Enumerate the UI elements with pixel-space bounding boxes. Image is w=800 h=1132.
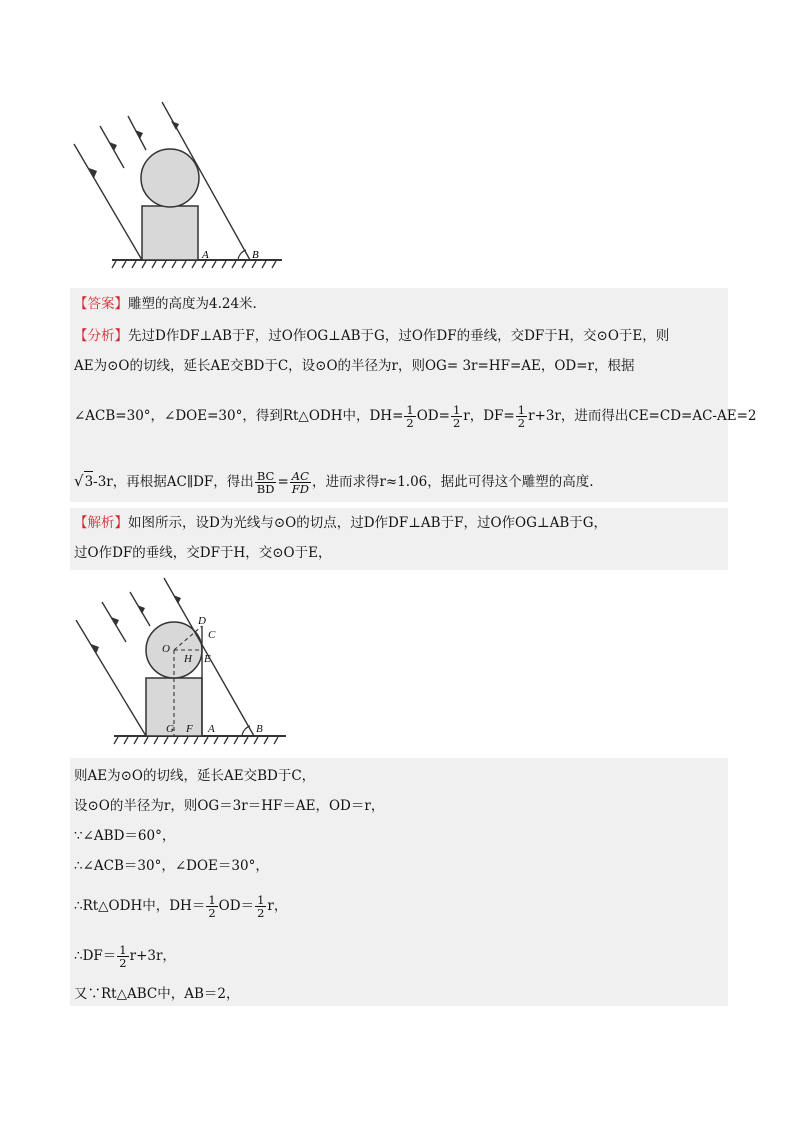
fig1-label-b: B	[252, 249, 259, 261]
sqrt-radicand: 3	[84, 471, 94, 492]
solution-text-9: 又∵Rt△ABC中，AB＝2，	[74, 986, 240, 1002]
figure-1	[70, 96, 284, 272]
fraction-half: $\frac{1}{2}$	[517, 403, 526, 430]
equals-sign: =	[277, 474, 289, 490]
analysis-line-1	[74, 326, 669, 346]
analysis-line-2	[74, 356, 635, 376]
solution-text-8b: r+3r，	[129, 948, 176, 964]
fraction-half: $\frac{1}{2}$	[452, 403, 461, 430]
fig2-label-a: A	[208, 723, 215, 735]
analysis-line-4	[74, 470, 594, 495]
solution-tag: 【解析】	[74, 515, 128, 531]
fig2-label-f: F	[186, 723, 193, 735]
analysis-text-4a: -3r，再根据AC∥DF，得出	[93, 474, 254, 490]
solution-text-1: 如图所示，设D为光线与⊙O的切点，过D作DF⊥AB于F，过O作OG⊥AB于G，	[128, 515, 608, 531]
radical-sign: √	[74, 472, 84, 490]
analysis-text-3a: ∠ACB=30°，∠DOE=30°，得到Rt△ODH中，DH=	[74, 408, 404, 424]
fig2-label-g: G	[166, 723, 174, 735]
fraction-bc-bd: $\frac{BC}{BD}$	[256, 469, 275, 496]
solution-line-6	[74, 856, 269, 876]
solution-text-7a: ∴Rt△ODH中，DH＝	[74, 898, 206, 914]
solution-line-5	[74, 826, 175, 846]
solution-text-5: ∵∠ABD＝60°，	[74, 828, 176, 844]
fig1-label-a: A	[202, 249, 209, 261]
analysis-text-3d: r+3r，进而得出CE=CD=AC-AE=2	[528, 408, 757, 424]
solution-line-2	[74, 543, 331, 563]
fraction-half: $\frac{1}{2}$	[119, 943, 127, 970]
solution-text-6: ∴∠ACB＝30°，∠DOE＝30°，	[74, 858, 269, 874]
solution-text-4: 设⊙O的半径为r，则OG＝3r＝HF＝AE，OD＝r，	[74, 798, 385, 814]
fig2-label-b: B	[256, 723, 263, 735]
fraction-half: $\frac{1}{2}$	[257, 893, 265, 920]
analysis-text-2: AE为⊙O的切线，延长AE交BD于C，设⊙O的半径为r，则OG= 3r=HF=AE，OD=r，根据	[74, 358, 635, 374]
analysis-text-4b: ，进而求得r≈1.06，据此可得这个雕塑的高度.	[311, 474, 594, 490]
figure-2	[70, 576, 288, 748]
analysis-text-1: 先过D作DF⊥AB于F，过O作OG⊥AB于G，过O作DF的垂线，交DF于H，交⊙O于E，则	[128, 328, 670, 344]
figure-1-svg	[70, 96, 284, 272]
analysis-text-3c: r，DF=	[463, 408, 515, 424]
fraction-ac-fd: $\frac{AC}{FD}$	[291, 469, 309, 496]
solution-line-4	[74, 796, 384, 816]
fig2-label-o: O	[162, 643, 170, 655]
solution-line-8	[74, 944, 176, 969]
fig2-label-h: H	[184, 653, 192, 665]
fraction-half: $\frac{1}{2}$	[406, 403, 414, 430]
analysis-line-3	[74, 404, 756, 429]
solution-text-7c: r，	[267, 898, 288, 914]
fig2-label-d: D	[198, 615, 206, 627]
analysis-tag: 【分析】	[74, 328, 128, 344]
analysis-text-3b: OD=	[416, 408, 450, 424]
solution-text-7b: OD＝	[218, 898, 255, 914]
answer-line	[74, 294, 257, 314]
solution-line-3	[74, 766, 315, 786]
answer-tag: 【答案】	[74, 296, 128, 312]
fraction-half: $\frac{1}{2}$	[208, 893, 216, 920]
solution-line-7	[74, 894, 287, 919]
fig2-label-c: C	[208, 629, 216, 641]
answer-text: 雕塑的高度为4.24米.	[128, 296, 257, 312]
figure-2-svg	[70, 576, 288, 748]
solution-line-9	[74, 984, 239, 1004]
solution-text-3: 则AE为⊙O的切线，延长AE交BD于C，	[74, 768, 316, 784]
solution-text-8a: ∴DF＝	[74, 948, 117, 964]
fig2-label-e: E	[204, 653, 211, 665]
solution-text-2: 过O作DF的垂线，交DF于H，交⊙O于E，	[74, 545, 332, 561]
solution-line-1	[74, 513, 607, 533]
